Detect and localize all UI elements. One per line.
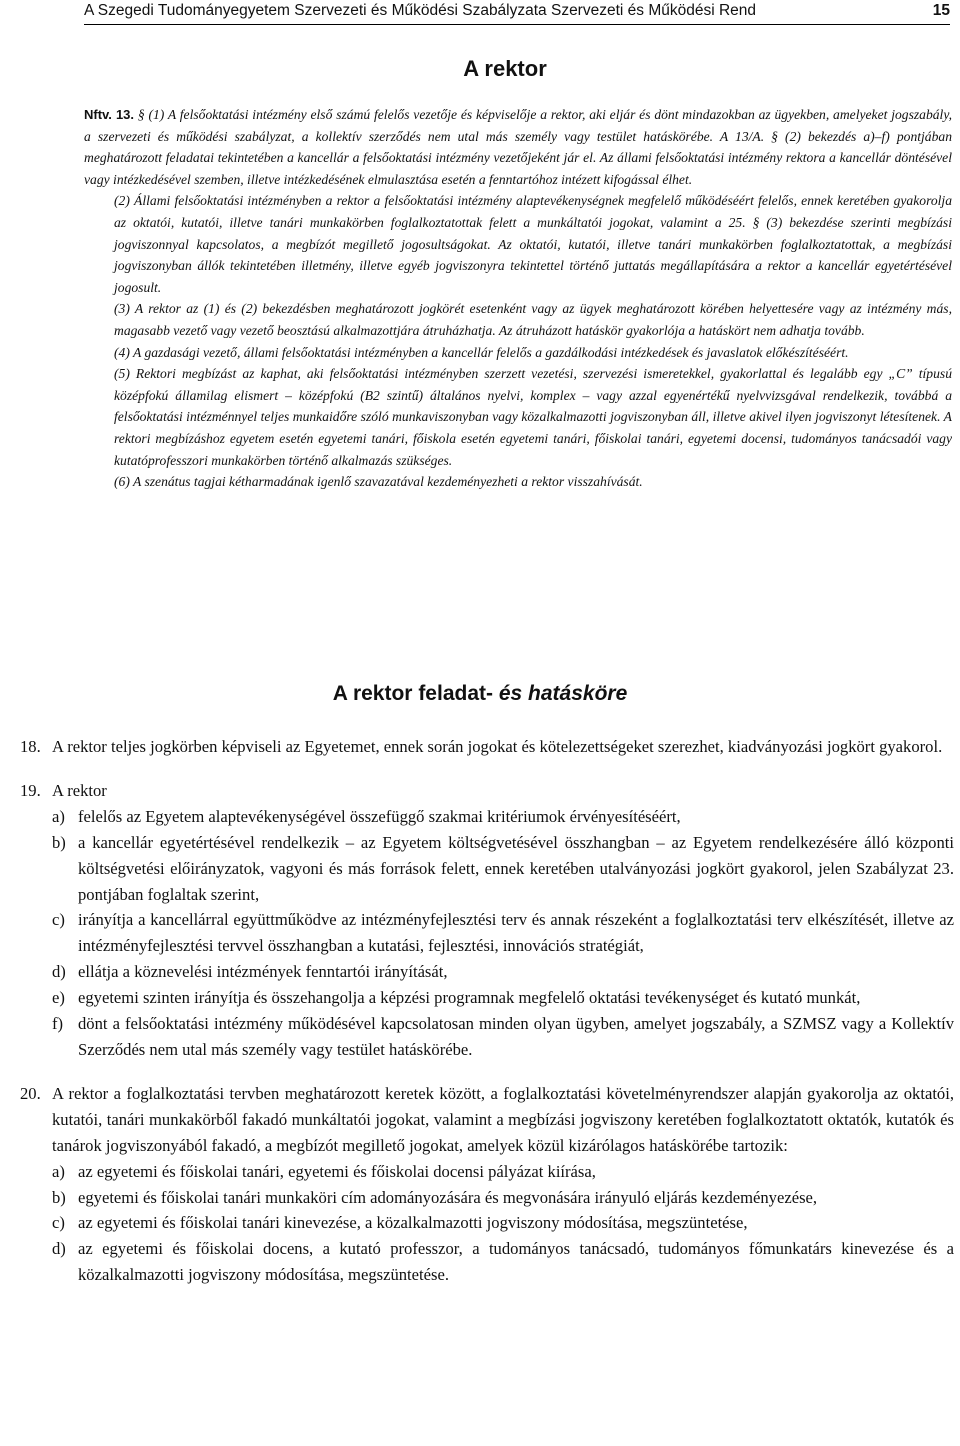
- list-item: [52, 959, 954, 985]
- list-item-text: egyetemi és főiskolai tanári munkaköri cím adományozására és megvonására irányuló eljárás kezdeményezése,: [78, 1187, 818, 1207]
- heading-rektor: A rektor: [463, 56, 547, 81]
- page-number: 15: [932, 2, 950, 19]
- list-item-text: az egyetemi és főiskolai tanári kinevezése, a közalkalmazotti jogviszony módosítása, megszüntetése,: [78, 1213, 748, 1233]
- list-marker: c): [52, 1213, 65, 1233]
- point-18: [20, 734, 954, 760]
- point-number: 20.: [20, 1083, 41, 1103]
- list-item: [52, 985, 954, 1011]
- list-marker: c): [52, 910, 65, 930]
- point-20: [20, 1081, 954, 1288]
- list-marker: a): [52, 806, 65, 826]
- list-marker: b): [52, 1187, 66, 1207]
- list-item: [52, 1210, 954, 1236]
- law-excerpt: [84, 104, 952, 493]
- excerpt-text-1: § (1) A felsőoktatási intézmény első számú felelős vezetője és képviselője a rektor, aki eljár és dönt mindazokban az ügyekben, amelyeket jogszabály, a szervezeti és működési szabályzat, a kollektív szerződés nem utal más személy vagy testület hatáskörébe. A 13/A. § (2) bekezdés a)–f) pontjában meghatározott feladatai tekintetében a kancellár a felsőoktatási intézmény vezetőjeként jár el. Az állami felsőoktatási intézmény rektora a kancellár döntésével vagy intézkedésével szemben, illetve intézkedésének elmulasztása esetén a fenntartóhoz intézett kifogással élhet.: [84, 107, 953, 187]
- list-marker: d): [52, 1239, 66, 1259]
- point-number: 18.: [20, 737, 41, 756]
- point-19: [20, 778, 954, 1063]
- list-marker: f): [52, 1014, 64, 1034]
- list-item: [52, 1185, 954, 1211]
- list-item-text: a kancellár egyetértésével rendelkezik – az Egyetem költségvetésével összhangban – az Egyetem rendelkezésére álló központi költségvetési előirányzatok, vagyoni és más források felett, ennek keretében utalványozási jogkört gyakorol, jelen Szabályzat 23. pontjában foglaltak szerint,: [78, 832, 954, 904]
- excerpt-paragraph-2: (2) Állami felsőoktatási intézményben a rektor a felsőoktatási intézmény alaptevékenységnek megfelelő működéséért felelős, ennek keretében gyakorolja az oktatói, kutatói, illetve tanári munkakörben foglalkoztatottak felett a munkáltatói jogokat, valamint a 25. § (3) bekezdése szerinti megbízási jogviszonnyal kapcsolatos, a megbízót megillető jogosultságokat. Az oktatói, kutatói, illetve tanári munkakörben foglalkoztatottak, a megbízási jogviszonyban állók tekintetében illetmény, illetve egyéb jogviszonyra tekintettel történő juttatás megállapítására a rektor a kancellár egyetértésével jogosult.: [114, 193, 952, 295]
- list-item-text: az egyetemi és főiskolai docens, a kutató professzor, a tudományos tanácsadó, tudományos főmunkatárs kinevezése és a közalkalmazotti jogviszony módosítása, megszüntetése.: [78, 1239, 954, 1285]
- excerpt-paragraph-5: (5) Rektori megbízást az kaphat, aki felsőoktatási intézményben szerzett vezetési, szervezési ismeretekkel, gyakorlattal és legalább egy „C” típusú középfokú államilag elismert – középfokú (B2 szintű) általános nyelvi, komplex – vagy azzal egyenértékű nyelvvizsgával rendelkezik, továbbá a felsőoktatási intézménnyel teljes munkaidőre szóló munkaviszonyban vagy közalkalmazotti jogviszonyban áll, illetve akivel ilyen jogviszonyt létesítenek. A rektori megbízáshoz egyetem esetén egyetemi tanári, főiskola esetén egyetemi tanári, főiskolai tanári, egyetemi docensi, tudományos tanácsadói vagy kutatóprofesszori munkakörben történő alkalmazás szükséges.: [114, 366, 952, 468]
- point-text: A rektor teljes jogkörben képviseli az Egyetemet, ennek során jogokat és kötelezettségeket szerezhet, kiadványozási jogkört gyakorol.: [52, 737, 943, 756]
- list-marker: b): [52, 832, 66, 852]
- page-header: [84, 2, 950, 20]
- document-body: [20, 734, 954, 1288]
- list-item: [52, 804, 954, 830]
- heading-section-part1: A rektor feladat-: [332, 682, 493, 705]
- list-item: [52, 830, 954, 908]
- heading-section: [0, 682, 960, 706]
- list-item-text: irányítja a kancellárral együttműködve az intézményfejlesztési terv és annak részeként a foglalkoztatási terv elkészítését, illetve az intézményfejlesztési tervvel összhangban a kutatási, fejlesztési, innovációs stratégiát,: [78, 910, 954, 956]
- list-item-text: egyetemi szinten irányítja és összehangolja a képzési programnak megfelelő oktatási tevékenységet és kutató munkát,: [78, 988, 861, 1008]
- excerpt-paragraph-1: [84, 104, 952, 190]
- excerpt-paragraph-3: (3) A rektor az (1) és (2) bekezdésben meghatározott jogkörét esetenként vagy az ügyek meghatározott körében helyettesére vagy az intézmény más, magasabb vezető vagy vezető beosztású alkalmazottjára átruházhatja. Az átruházott hatáskör gyakorlója a hatáskört nem adhatja tovább.: [114, 301, 952, 338]
- list-marker: d): [52, 962, 66, 982]
- list-item: [52, 907, 954, 959]
- excerpt-prefix: Nftv. 13.: [84, 107, 135, 122]
- excerpt-paragraph-4: (4) A gazdasági vezető, állami felsőoktatási intézményben a kancellár felelős a gazdálkodási intézkedések és javaslatok előkészítéséért.: [114, 344, 849, 360]
- excerpt-paragraph-6: (6) A szenátus tagjai kétharmadának igenlő szavazatával kezdeményezheti a rektor visszahívását.: [114, 474, 643, 490]
- list-marker: e): [52, 988, 65, 1008]
- list-item: [52, 1159, 954, 1185]
- heading-section-part2: és hatásköre: [498, 682, 628, 705]
- point-intro: A rektor a foglalkoztatási tervben meghatározott keretek között, a foglalkoztatási követelményrendszer alapján gyakorolja az oktatói, kutatói, tanári munkakörből fakadó munkáltatói jogokat, valamint a megbízási jogviszony keretében foglalkoztatott oktatók, kutatók és tanárok jogviszonyából fakadó, a megbízót megillető jogokat, amelyek közül kizárólagos hatáskörébe tartozik:: [52, 1083, 954, 1155]
- header-rule: [84, 24, 950, 25]
- point-intro: A rektor: [52, 780, 107, 800]
- list-item-text: felelős az Egyetem alaptevékenységével összefüggő szakmai kritériumok érvényesítéséért,: [78, 806, 681, 826]
- list-item: [52, 1236, 954, 1288]
- list-item-text: ellátja a köznevelési intézmények fenntartói irányítását,: [78, 962, 448, 982]
- header-title: A Szegedi Tudományegyetem Szervezeti és Működési Szabályzata Szervezeti és Működési Rend: [84, 2, 757, 19]
- point-number: 19.: [20, 780, 41, 800]
- list-item: [52, 1011, 954, 1063]
- list-marker: a): [52, 1161, 65, 1181]
- list-item-text: az egyetemi és főiskolai tanári, egyetemi és főiskolai docensi pályázat kiírása,: [78, 1161, 596, 1181]
- list-item-text: dönt a felsőoktatási intézmény működésével kapcsolatosan minden olyan ügyben, amelyet jogszabály, a SZMSZ vagy a Kollektív Szerződés nem utal más személy vagy testület hatáskörébe.: [78, 1014, 954, 1059]
